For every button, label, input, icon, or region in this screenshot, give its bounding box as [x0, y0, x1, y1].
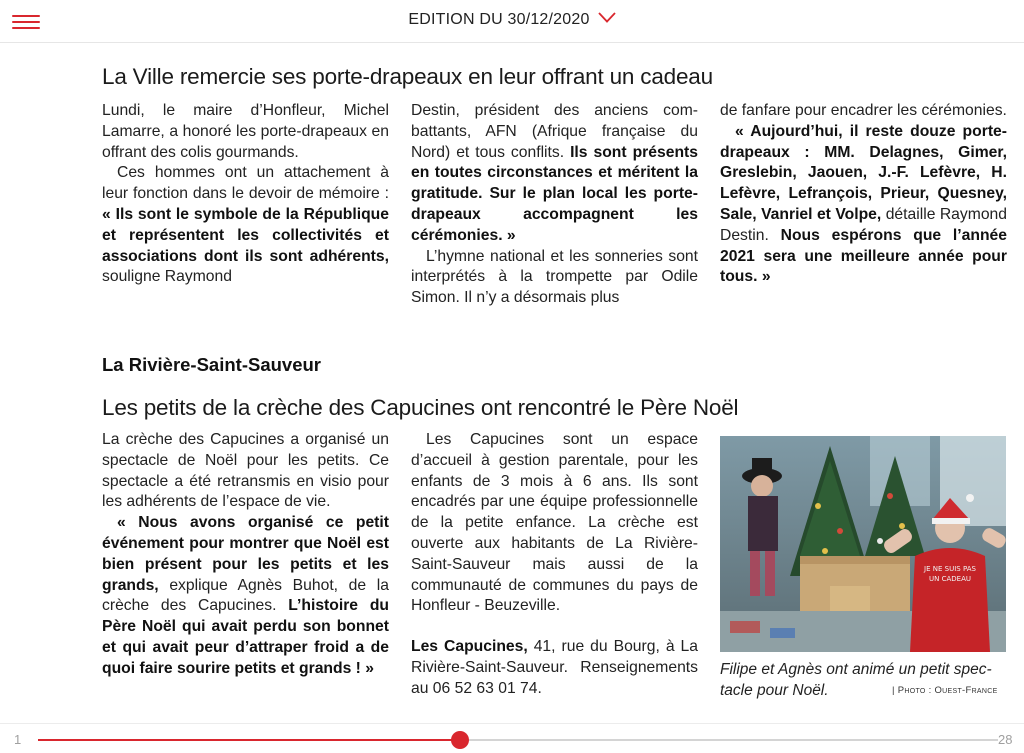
article1-paragraph: « Aujourd’hui, il reste douze porte-drapeaux : MM. Delagnes, Gimer, Greslebin, Jaouen, J.-F. Lefèvre, H. Lefèvre, Lefrançois, Prieur, Quesney, Sale, Vanriel et Volpe, détaille Raymond Destin. Nous espérons que l’année 2021 sera une meilleure année pour tous. » [720, 122, 1007, 286]
article2-kicker: La Rivière-Saint-Sauveur [102, 354, 321, 375]
article1-column-2 [411, 101, 698, 309]
article1-paragraph: de fanfare pour encadrer les cérémonies. [720, 102, 1007, 119]
first-page-number: 1 [14, 732, 22, 747]
sweater-text: JE NE SUIS PAS [924, 565, 976, 573]
chevron-down-icon[interactable] [598, 12, 616, 23]
article1-paragraph: Ces hommes ont un attachement à leur fonction dans le devoir de mémoire : « Ils sont le symbole de la République et représentent les collectivités et associations dont ils sont adhérents, souligne Raymond [102, 164, 389, 286]
photo-illustration [720, 436, 1006, 652]
page-slider-track[interactable] [38, 739, 998, 741]
last-page-number: 28 [998, 732, 1013, 747]
photo-caption: Filipe et Agnès ont animé un petit spectacle pour Noël. [720, 661, 992, 699]
article2-paragraph: La crèche des Capucines a organisé un spectacle de Noël pour les petits. Ce spectacle a été retransmis en visio pour les adhérents de l’espace de vie. [102, 431, 389, 511]
article1-headline: La Ville remercie ses porte-drapeaux en leur offrant un cadeau [102, 64, 713, 89]
article2-paragraph: Les Capucines sont un espace d’accueil à gestion parentale, pour les enfants de 3 mois à 6 ans. Ils sont encadrés par une équipe professionnelle de la petite enfance. La crèche est ouverte aux habitants de La Rivière-Saint-Sauveur mais aussi de la communauté de communes du pays de Honfleur - Beuzeville. [411, 431, 698, 615]
article1-column-3 [720, 101, 1007, 288]
page-slider-bar [0, 723, 1024, 753]
edition-selector[interactable] [0, 11, 1024, 29]
article-photo[interactable] [720, 436, 1006, 652]
article2-column-2 [411, 430, 698, 700]
photo-credit: | Photo : Ouest-France [892, 685, 998, 696]
article2-contact: Les Capucines, 41, rue du Bourg, à La Rivière-Saint-Sauveur. Renseignements au 06 52 63 01 74. [411, 638, 698, 697]
page-slider-fill [38, 739, 460, 741]
edition-label[interactable]: EDITION DU 30/12/2020 [408, 11, 590, 28]
top-bar [0, 0, 1024, 43]
article2-paragraph: « Nous avons organisé ce petit événement pour montrer que Noël est bien présent pour les petits et les grands, explique Agnès Buhot, de la crèche des Capucines. L’histoire du Père Noël qui avait perdu son bonnet et qui avait peur d’attraper froid a de quoi faire sourire petits et grands ! » [102, 514, 390, 677]
page-slider-thumb[interactable] [451, 731, 469, 749]
sweater-text: UN CADEAU [929, 575, 971, 583]
article1-column-1 [102, 101, 389, 288]
article2-column-1 [102, 430, 389, 680]
article1-paragraph: Destin, président des anciens combattants, AFN (Afrique française du Nord) et tous conflits. Ils sont présents en toutes circonstances et méritent la gratitude. Sur le plan local les porte-drapeaux accompagnent les cérémonies. » [411, 102, 698, 244]
article1-paragraph: L’hymne national et les sonneries sont interprétés à la trompette par Odile Simon. Il n’y a désormais plus [411, 247, 698, 307]
article2-headline: Les petits de la crèche des Capucines ont rencontré le Père Noël [102, 395, 739, 420]
article1-paragraph: Lundi, le maire d’Honfleur, Michel Lamarre, a honoré les porte-drapeaux en offrant des colis gourmands. [102, 102, 389, 161]
